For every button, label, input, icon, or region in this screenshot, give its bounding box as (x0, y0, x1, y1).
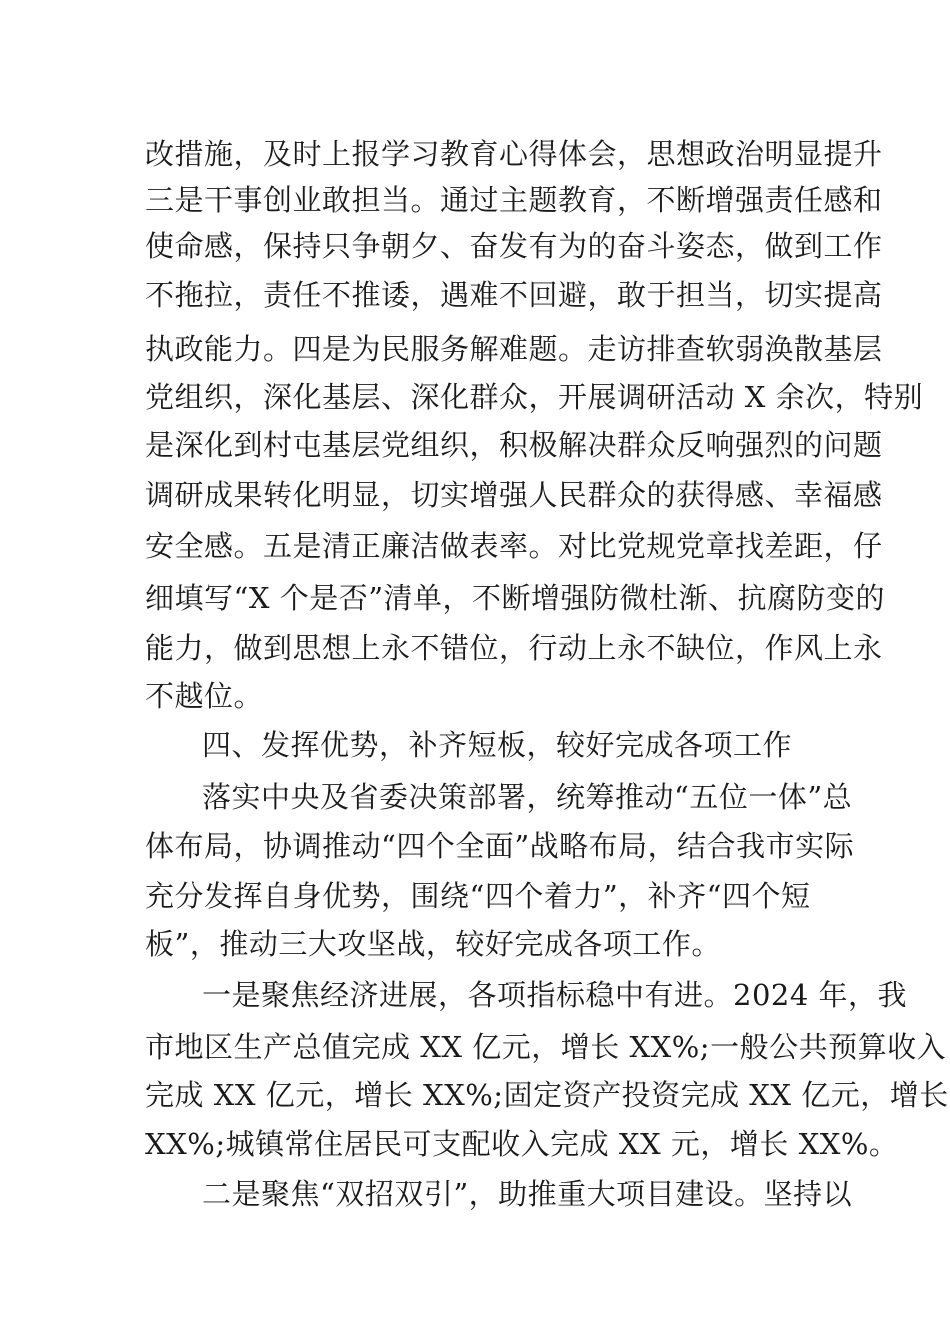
body-text-line: 党组织，深化基层、深化群众，开展调研活动 X 余次，特别 (145, 380, 924, 414)
body-text-line: 调研成果转化明显，切实增强人民群众的获得感、幸福感 (145, 478, 883, 512)
body-text-line: 体布局，协调推动“四个全面”战略布局，结合我市实际 (145, 829, 855, 863)
body-text-line: 安全感。五是清正廉洁做表率。对比党规党章找差距，仔 (145, 529, 883, 563)
body-text-line: 不拖拉，责任不推诿，遇难不回避，敢于担当，切实提高 (145, 278, 883, 312)
body-text-line: 充分发挥自身优势，围绕“四个着力”，补齐“四个短 (145, 879, 811, 913)
body-text-line: 改措施，及时上报学习教育心得体会，思想政治明显提升 (145, 137, 883, 171)
body-text-line: 能力，做到思想上永不错位，行动上永不缺位，作风上永 (145, 631, 883, 665)
body-text-line: XX%;城镇常住居民可支配收入完成 XX 元，增长 XX%。 (145, 1127, 899, 1161)
body-text-line: 不越位。 (145, 679, 264, 713)
body-text-line: 板”，推动三大攻坚战，较好完成各项工作。 (145, 927, 721, 961)
section-heading: 四、发挥优势，补齐短板，较好完成各项工作 (202, 728, 793, 762)
body-text-line: 细填写“X 个是否”清单，不断增强防微杜渐、抗腐防变的 (145, 581, 886, 615)
body-text-line: 一是聚焦经济进展，各项指标稳中有进。2024 年，我 (202, 978, 908, 1012)
body-text-line: 二是聚焦“双招双引”，助推重大项目建设。坚持以 (202, 1177, 853, 1211)
body-text-line: 市地区生产总值完成 XX 亿元，增长 XX%;一般公共预算收入 (145, 1030, 947, 1064)
body-text-line: 执政能力。四是为民服务解难题。走访排查软弱涣散基层 (145, 332, 883, 366)
body-text-line: 使命感，保持只争朝夕、奋发有为的奋斗姿态，做到工作 (145, 229, 883, 263)
body-text-line: 三是干事创业敢担当。通过主题教育，不断增强责任感和 (145, 183, 883, 217)
body-text-line: 完成 XX 亿元，增长 XX%;固定资产投资完成 XX 亿元，增长 (145, 1078, 949, 1112)
body-text-line: 是深化到村屯基层党组织，积极解决群众反响强烈的问题 (145, 428, 883, 462)
body-text-line: 落实中央及省委决策部署，统筹推动“五位一体”总 (202, 780, 853, 814)
